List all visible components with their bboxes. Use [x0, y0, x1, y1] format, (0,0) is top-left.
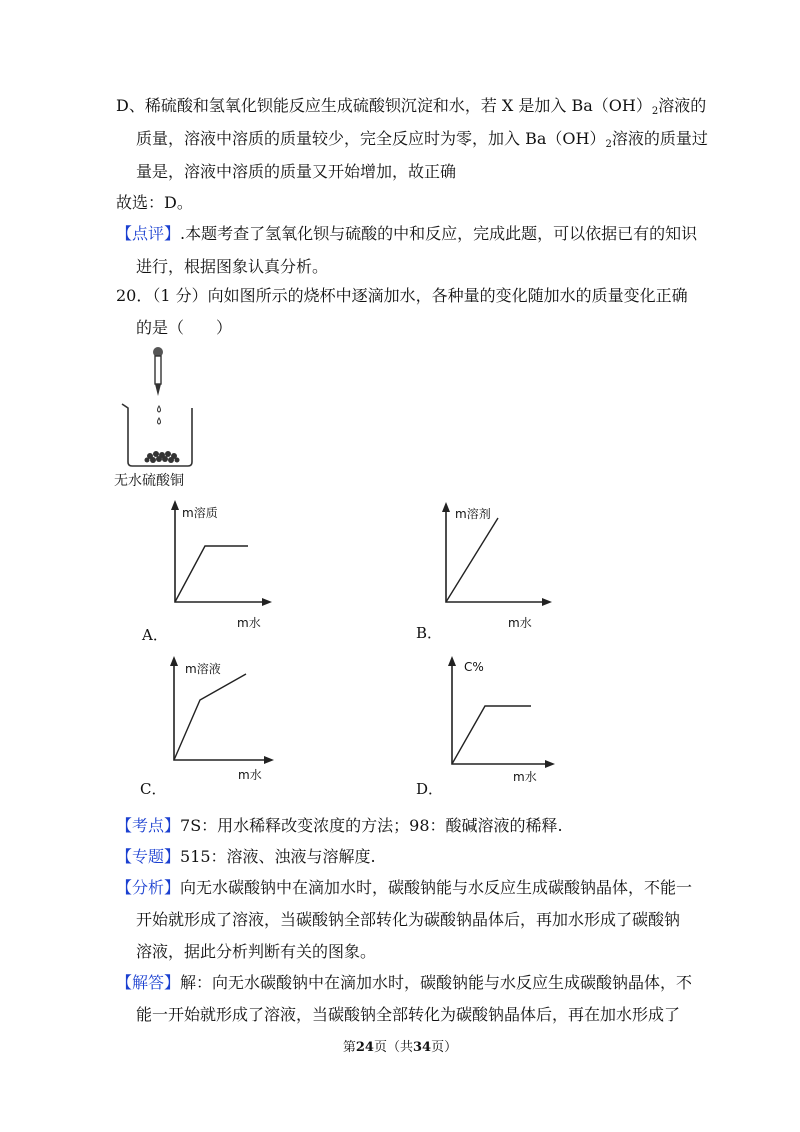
review-tag: 【点评】: [116, 224, 181, 243]
question-20-line1: 20．（1 分）向如图所示的烧杯中逐滴加水，各种量的变化随加水的质量变化正确: [116, 286, 688, 305]
option-d[interactable]: D．: [416, 780, 444, 798]
graph-c-curve: [174, 674, 246, 760]
fenxi-tag: 【分析】: [116, 878, 181, 897]
graph-d-xlabel: m水: [513, 770, 537, 784]
graph-b: [428, 498, 558, 618]
zhuanti-line: 【专题】515：溶液、浊液与溶解度.: [116, 847, 376, 866]
jieda-line1: 【解答】解：向无水碳酸钠中在滴加水时，碳酸钠能与水反应生成碳酸钠晶体，不: [116, 973, 693, 992]
page-total: 34: [413, 1040, 432, 1055]
graph-d-curve: [452, 706, 531, 764]
beaker-label: 无水硫酸铜: [114, 473, 184, 489]
option-b[interactable]: B．: [416, 624, 443, 642]
answer-choice: 故选：D。: [116, 193, 193, 212]
copper-sulfate-powder-icon: [145, 451, 180, 463]
option-a[interactable]: A．: [142, 626, 168, 644]
review-line1: 【点评】.本题考查了氢氧化钡与硫酸的中和反应，完成此题，可以依据已有的知识: [116, 224, 698, 243]
question-20-line2: 的是（ ）: [136, 318, 233, 337]
graph-a-curve: [175, 546, 248, 602]
graph-c-ylabel: m溶液: [185, 662, 221, 676]
beaker-dropper-figure: [112, 342, 222, 472]
graph-b-curve: [446, 518, 498, 602]
kaodian-line: 【考点】7S：用水稀释改变浓度的方法；98：酸碱溶液的稀释.: [116, 816, 563, 835]
fenxi-line1: 【分析】向无水碳酸钠中在滴加水时，碳酸钠能与水反应生成碳酸钠晶体，不能一: [116, 878, 693, 897]
dropper-icon: [153, 347, 163, 396]
graph-d: [433, 650, 558, 770]
graph-b-ylabel: m溶剂: [455, 507, 491, 521]
page-footer: 第24页（共34页）: [342, 1040, 458, 1055]
option-c[interactable]: C．: [140, 780, 167, 798]
graph-a: [158, 496, 278, 616]
graph-c-xlabel: m水: [238, 768, 262, 782]
option-d-explanation-line2: 质量，溶液中溶质的质量较少，完全反应时为零，加入 $Ba(OH)_2$溶液的质量过: [136, 129, 708, 150]
page-number: 24: [355, 1040, 374, 1055]
graph-d-ylabel: C%: [464, 660, 484, 674]
option-d-explanation-line1: D、稀硫酸和氢氧化钡能反应生成硫酸钡沉淀和水，若 X 是加入 $Ba(OH)_2$溶液的: [116, 96, 707, 117]
zhuanti-tag: 【专题】: [116, 847, 181, 866]
fenxi-line3: 溶液，据此分析判断有关的图象。: [136, 942, 377, 961]
jieda-line2: 能一开始就形成了溶液，当碳酸钠全部转化为碳酸钠晶体后，再在加水形成了: [136, 1005, 681, 1024]
jieda-tag: 【解答】: [116, 973, 181, 992]
graph-b-xlabel: m水: [508, 616, 532, 630]
review-line2: 进行，根据图象认真分析。: [136, 257, 329, 276]
graph-a-ylabel: m溶质: [182, 506, 218, 520]
kaodian-tag: 【考点】: [116, 816, 181, 835]
option-d-explanation-line3: 量是，溶液中溶质的质量又开始增加，故正确: [136, 162, 457, 181]
graph-a-xlabel: m水: [237, 616, 261, 630]
fenxi-line2: 开始就形成了溶液，当碳酸钠全部转化为碳酸钠晶体后，再加水形成了碳酸钠: [136, 910, 681, 929]
